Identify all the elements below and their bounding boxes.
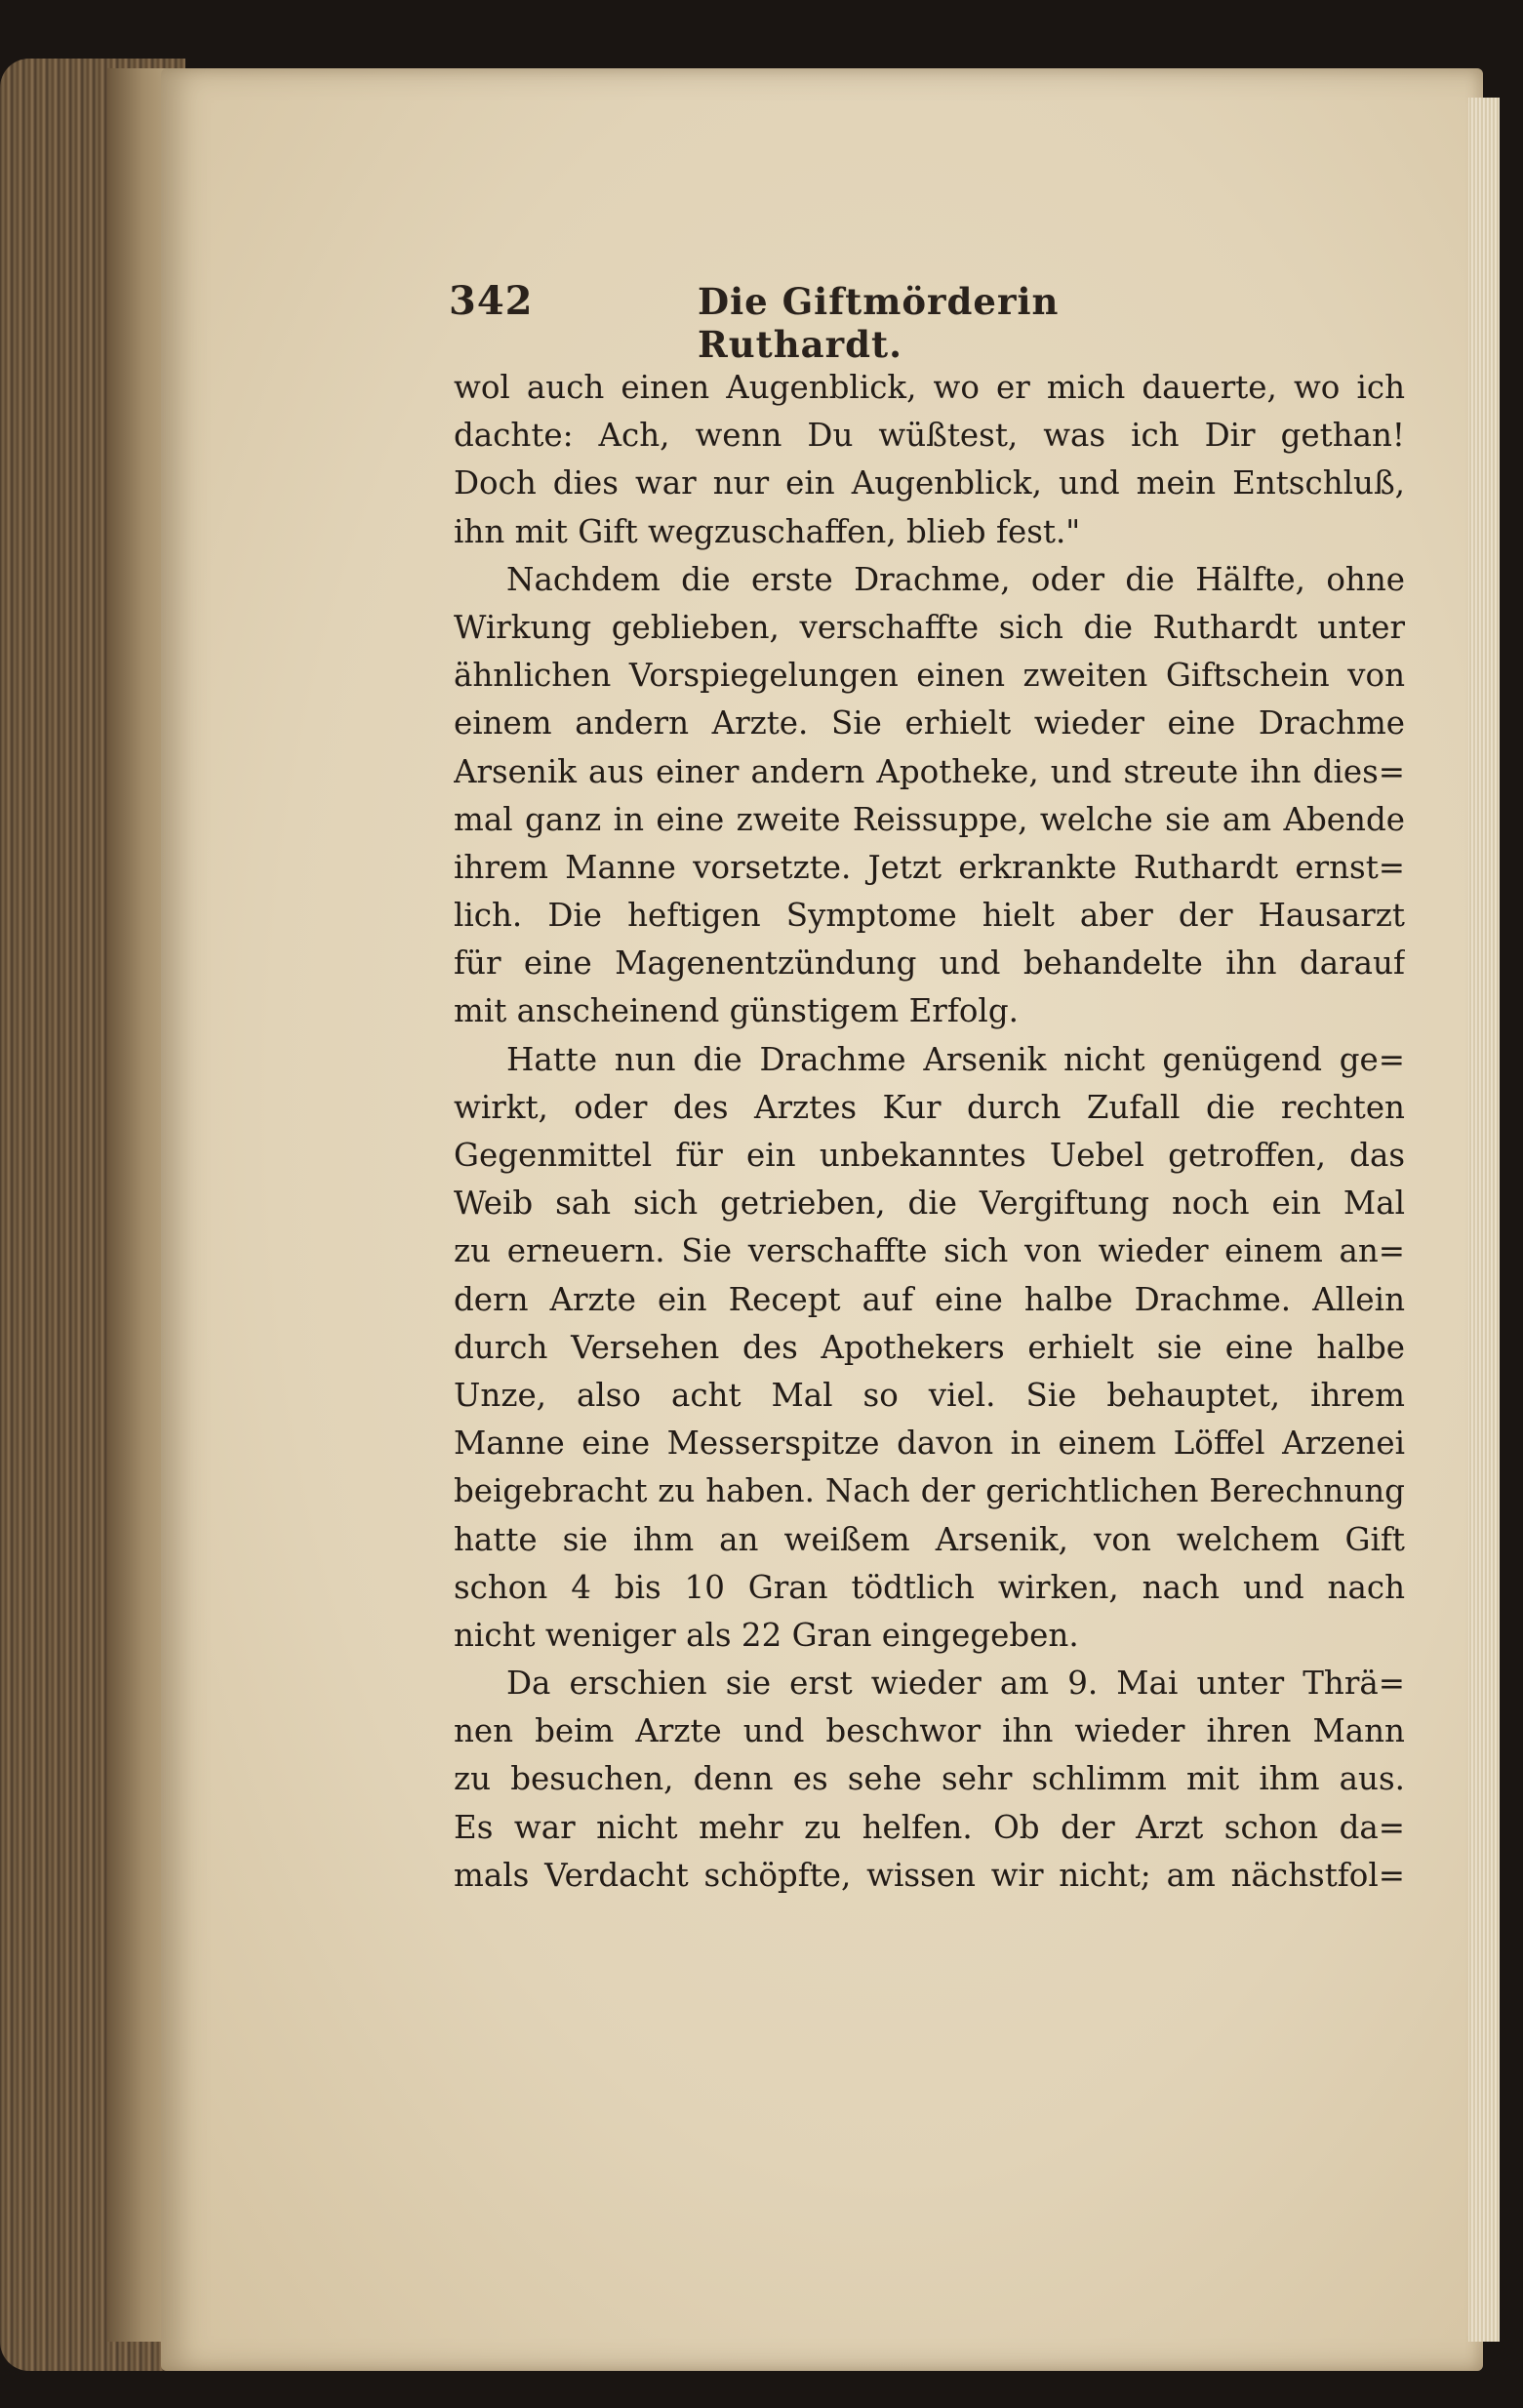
text-line: mal ganz in eine zweite Reissuppe, welche sie am Abende [454, 800, 1405, 838]
text-line: wol auch einen Augenblick, wo er mich dauerte, wo ich [454, 369, 1405, 406]
page-number: 342 [449, 278, 534, 324]
text-line: Weib sah sich getrieben, die Vergiftung noch ein Mal [454, 1184, 1405, 1223]
text-line: mit anscheinend günstigem Erfolg. [454, 992, 1019, 1030]
text-line: zu erneuern. Sie verschaffte sich von wieder einem an= [454, 1232, 1405, 1270]
text-line: Arsenik aus einer andern Apotheke, und streute ihn dies= [454, 752, 1405, 790]
text-line: für eine Magenentzündung und behandelte ihn darauf [454, 944, 1405, 983]
text-line: mals Verdacht schöpfte, wissen wir nicht; am nächstfol= [454, 1856, 1405, 1894]
running-title: Die Giftmörderin Ruthardt. [698, 280, 1060, 366]
text-line: wirkt, oder des Arztes Kur durch Zufall die rechten [454, 1088, 1405, 1126]
text-line: lich. Die heftigen Symptome hielt aber der Hausarzt [454, 897, 1405, 935]
text-line: Es war nicht mehr zu helfen. Ob der Arzt schon da= [454, 1808, 1405, 1846]
text-line: Wirkung geblieben, verschaffte sich die Ruthardt unter [454, 608, 1405, 646]
page-stack [1468, 98, 1500, 2342]
text-line: ihrem Manne vorsetzte. Jetzt erkrankte Ruthardt ernst= [454, 848, 1405, 886]
body-text [454, 364, 1405, 1900]
text-line: dachte: Ach, wenn Du wüßtest, was ich Dir gethan! [454, 417, 1405, 455]
text-line: Hatte nun die Drachme Arsenik nicht genügend ge= [506, 1040, 1405, 1078]
text-line: hatte sie ihm an weißem Arsenik, von welchem Gift [454, 1520, 1405, 1558]
text-line: Nachdem die erste Drachme, oder die Hälfte, ohne [506, 560, 1405, 598]
text-line: schon 4 bis 10 Gran tödtlich wirken, nach und nach [454, 1568, 1405, 1606]
text-line: beigebracht zu haben. Nach der gerichtlichen Berechnung [454, 1472, 1405, 1510]
page-header [449, 278, 1161, 366]
text-line: nen beim Arzte und beschwor ihn wieder ihren Mann [454, 1712, 1405, 1750]
text-line: Da erschien sie erst wieder am 9. Mai unter Thrä= [506, 1665, 1405, 1703]
text-line: Doch dies war nur ein Augenblick, und mein Entschluß, [454, 464, 1405, 502]
text-line: Unze, also acht Mal so viel. Sie behauptet, ihrem [454, 1376, 1405, 1414]
text-line: zu besuchen, denn es sehe sehr schlimm mit ihm aus. [454, 1760, 1405, 1798]
text-line: ihn mit Gift wegzuschaffen, blieb fest." [454, 512, 1081, 550]
text-line: Gegenmittel für ein unbekanntes Uebel getroffen, das [454, 1137, 1405, 1174]
text-line: dern Arzte ein Recept auf eine halbe Drachme. Allein [454, 1280, 1405, 1318]
text-line: einem andern Arzte. Sie erhielt wieder eine Drachme [454, 704, 1405, 742]
text-line: Manne eine Messerspitze davon in einem Löffel Arzenei [454, 1425, 1405, 1463]
text-line: durch Versehen des Apothekers erhielt sie eine halbe [454, 1328, 1405, 1366]
text-line: ähnlichen Vorspiegelungen einen zweiten Giftschein von [454, 657, 1405, 695]
text-line: nicht weniger als 22 Gran eingegeben. [454, 1616, 1079, 1654]
